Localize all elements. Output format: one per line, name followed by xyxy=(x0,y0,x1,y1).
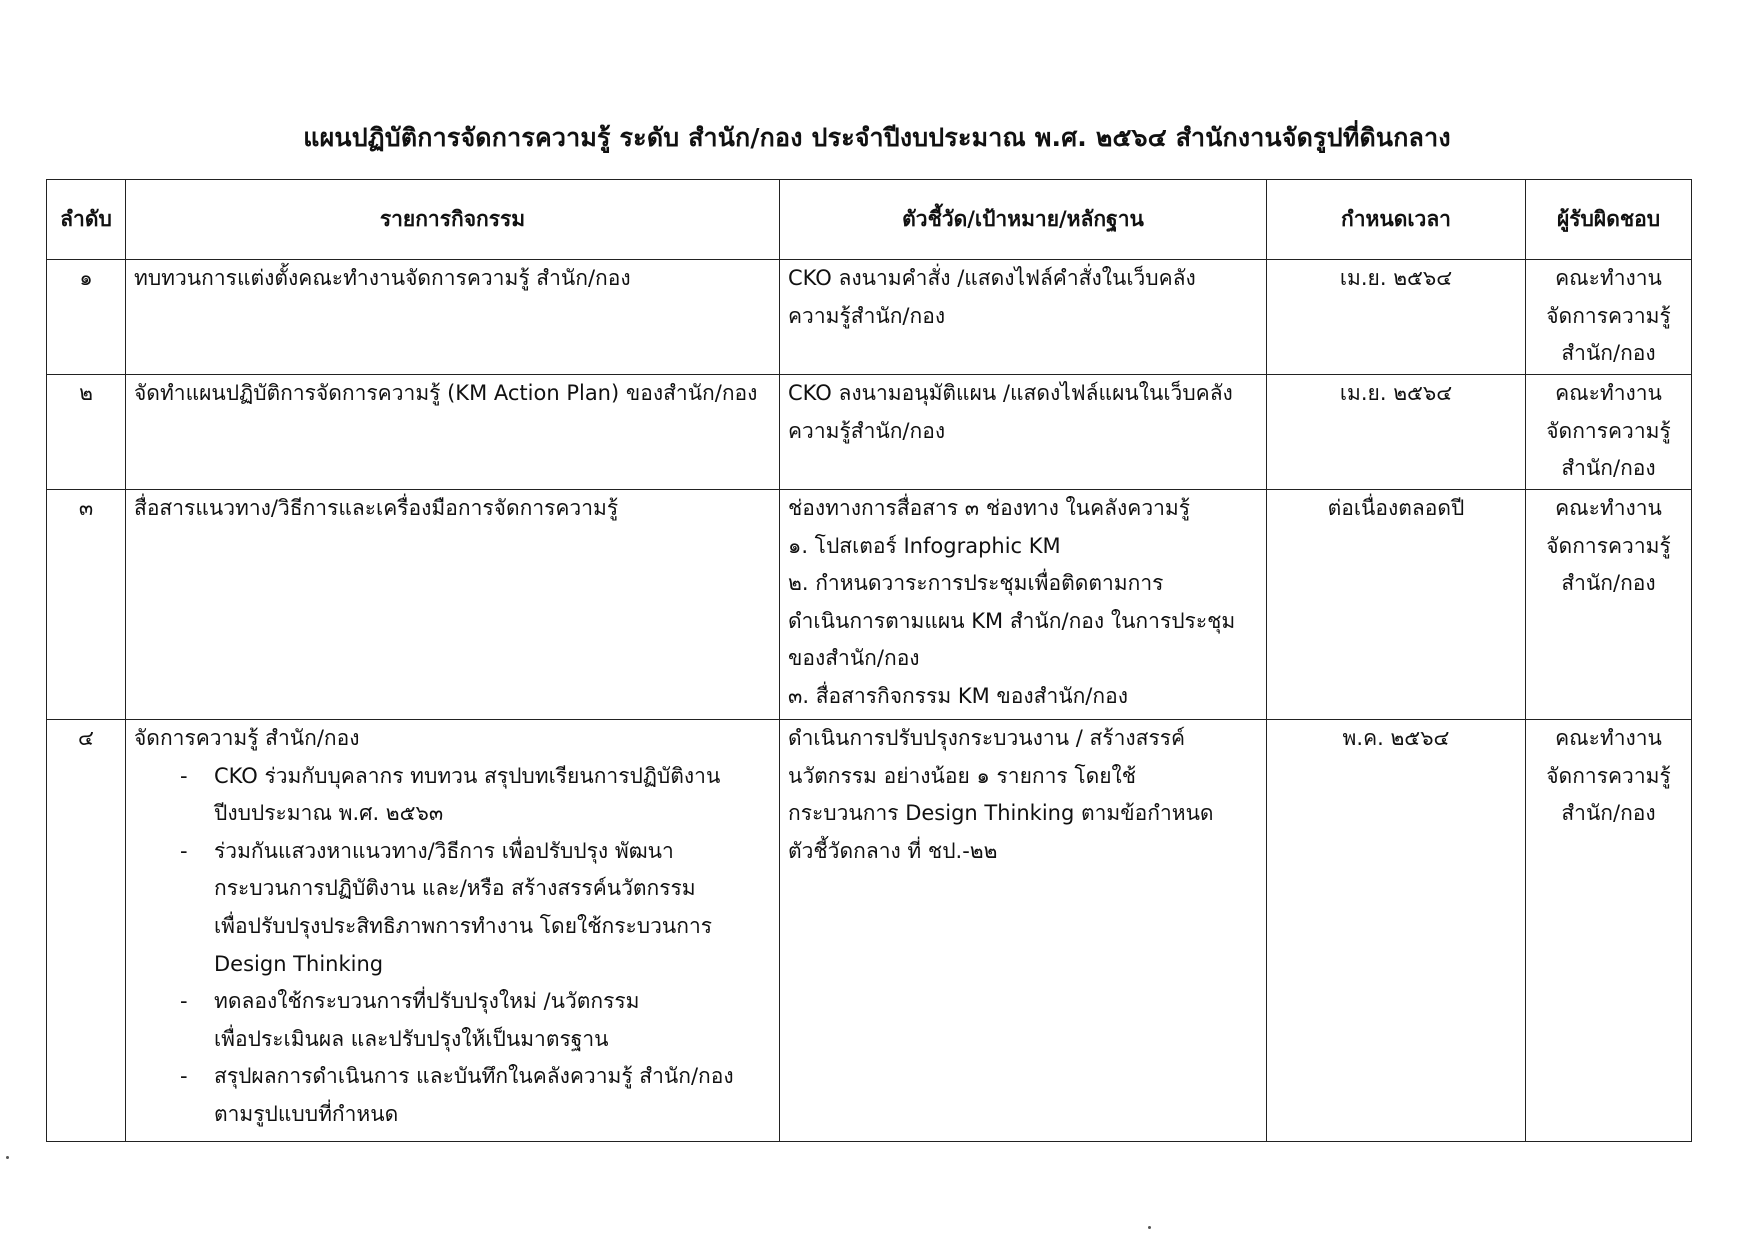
header-no: ลำดับ xyxy=(47,180,126,260)
scan-speck xyxy=(1148,1226,1151,1229)
responsible-line: สำนัก/กอง xyxy=(1561,456,1656,481)
document-title: แผนปฏิบัติการจัดการความรู้ ระดับ สำนัก/กอง ประจำปีงบประมาณ พ.ศ. ๒๕๖๔ สำนักงานจัดรูปที่ดินกลาง xyxy=(303,123,1451,152)
dash-bullet: - xyxy=(180,1064,188,1089)
responsible-line: สำนัก/กอง xyxy=(1561,571,1656,596)
row-no: ๓ xyxy=(47,490,126,720)
row-responsible xyxy=(1526,720,1692,1142)
header-responsible: ผู้รับผิดชอบ xyxy=(1526,180,1692,260)
sub-item-line: ปีงบประมาณ พ.ศ. ๒๕๖๓ xyxy=(214,801,444,826)
indicator-line: ดำเนินการปรับปรุงกระบวนงาน / สร้างสรรค์ xyxy=(788,726,1186,750)
indicator-line: ดำเนินการตามแผน KM สำนัก/กอง ในการประชุม xyxy=(788,608,1236,633)
sub-item-line: ทดลองใช้กระบวนการที่ปรับปรุงใหม่ /นวัตกรรม xyxy=(214,989,640,1014)
row-schedule: ต่อเนื่องตลอดปี xyxy=(1267,490,1526,720)
indicator-line: ความรู้สำนัก/กอง xyxy=(788,303,946,328)
indicator-line: CKO ลงนามคำสั่ง /แสดงไฟล์คำสั่งในเว็บคลัง xyxy=(788,266,1196,290)
sub-item-line: CKO ร่วมกับบุคลากร ทบทวน สรุปบทเรียนการปฏิบัติงาน xyxy=(214,763,721,788)
row-responsible xyxy=(1526,260,1692,375)
row-indicator xyxy=(780,490,1267,720)
row-activity xyxy=(126,720,780,1142)
header-schedule: กำหนดเวลา xyxy=(1267,180,1526,260)
indicator-line: กระบวนการ Design Thinking ตามข้อกำหนด xyxy=(788,801,1214,826)
responsible-line: สำนัก/กอง xyxy=(1561,801,1656,826)
responsible-line: คณะทำงาน xyxy=(1555,726,1662,750)
table-header-row xyxy=(47,180,1692,260)
indicator-line: ตัวชี้วัดกลาง ที่ ชป.-๒๒ xyxy=(788,838,998,863)
row-schedule: พ.ค. ๒๕๖๔ xyxy=(1267,720,1526,1142)
header-activity: รายการกิจกรรม xyxy=(126,180,780,260)
row-responsible xyxy=(1526,375,1692,490)
row-no: ๔ xyxy=(47,720,126,1142)
activity-sub-list xyxy=(134,758,771,1134)
indicator-line: ความรู้สำนัก/กอง xyxy=(788,418,946,443)
dash-bullet: - xyxy=(180,838,188,863)
row-activity: ทบทวนการแต่งตั้งคณะทำงานจัดการความรู้ สำนัก/กอง xyxy=(126,260,780,375)
table-row xyxy=(47,720,1692,1142)
indicator-line: CKO ลงนามอนุมัติแผน /แสดงไฟล์แผนในเว็บคลัง xyxy=(788,381,1233,405)
dash-bullet: - xyxy=(180,763,188,788)
row-schedule: เม.ย. ๒๕๖๔ xyxy=(1267,375,1526,490)
scan-speck xyxy=(6,1156,9,1159)
responsible-line: คณะทำงาน xyxy=(1555,381,1662,405)
sub-item-line: สรุปผลการดำเนินการ และบันทึกในคลังความรู้ สำนัก/กอง xyxy=(214,1064,734,1089)
sub-item xyxy=(180,833,771,983)
indicator-line: ๑. โปสเตอร์ Infographic KM xyxy=(788,533,1061,558)
dash-bullet: - xyxy=(180,989,188,1014)
indicator-line: นวัตกรรม อย่างน้อย ๑ รายการ โดยใช้ xyxy=(788,763,1137,788)
row-responsible xyxy=(1526,490,1692,720)
row-indicator xyxy=(780,720,1267,1142)
table-row xyxy=(47,375,1692,490)
row-indicator xyxy=(780,375,1267,490)
sub-item xyxy=(180,1058,771,1133)
responsible-line: จัดการความรู้ xyxy=(1546,533,1671,558)
sub-item-line: ตามรูปแบบที่กำหนด xyxy=(214,1101,399,1126)
table-row xyxy=(47,490,1692,720)
responsible-line: จัดการความรู้ xyxy=(1546,303,1671,328)
indicator-line: ๓. สื่อสารกิจกรรม KM ของสำนัก/กอง xyxy=(788,683,1128,708)
responsible-line: คณะทำงาน xyxy=(1555,266,1662,290)
header-indicator: ตัวชี้วัด/เป้าหมาย/หลักฐาน xyxy=(780,180,1267,260)
row-schedule: เม.ย. ๒๕๖๔ xyxy=(1267,260,1526,375)
responsible-line: สำนัก/กอง xyxy=(1561,341,1656,366)
sub-item-line: ร่วมกันแสวงหาแนวทาง/วิธีการ เพื่อปรับปรุง พัฒนา xyxy=(214,838,674,863)
row-activity: สื่อสารแนวทาง/วิธีการและเครื่องมือการจัดการความรู้ xyxy=(126,490,780,720)
row-no: ๑ xyxy=(47,260,126,375)
row-activity: จัดทำแผนปฏิบัติการจัดการความรู้ (KM Action Plan) ของสำนัก/กอง xyxy=(126,375,780,490)
responsible-line: คณะทำงาน xyxy=(1555,496,1662,520)
table-row xyxy=(47,260,1692,375)
sub-item-line: เพื่อปรับปรุงประสิทธิภาพการทำงาน โดยใช้กระบวนการ xyxy=(214,913,713,938)
sub-item xyxy=(180,983,771,1058)
activity-heading: จัดการความรู้ สำนัก/กอง xyxy=(134,726,360,750)
indicator-line: ของสำนัก/กอง xyxy=(788,646,920,671)
indicator-line: ๒. กำหนดวาระการประชุมเพื่อติดตามการ xyxy=(788,571,1164,596)
sub-item-line: เพื่อประเมินผล และปรับปรุงให้เป็นมาตรฐาน xyxy=(214,1026,609,1051)
sub-item-line: Design Thinking xyxy=(214,951,384,976)
indicator-line: ช่องทางการสื่อสาร ๓ ช่องทาง ในคลังความรู้ xyxy=(788,496,1191,520)
responsible-line: จัดการความรู้ xyxy=(1546,763,1671,788)
row-indicator xyxy=(780,260,1267,375)
sub-item xyxy=(180,758,771,833)
row-no: ๒ xyxy=(47,375,126,490)
km-action-plan-table xyxy=(46,179,1692,1142)
responsible-line: จัดการความรู้ xyxy=(1546,418,1671,443)
sub-item-line: กระบวนการปฏิบัติงาน และ/หรือ สร้างสรรค์นวัตกรรม xyxy=(214,876,696,901)
